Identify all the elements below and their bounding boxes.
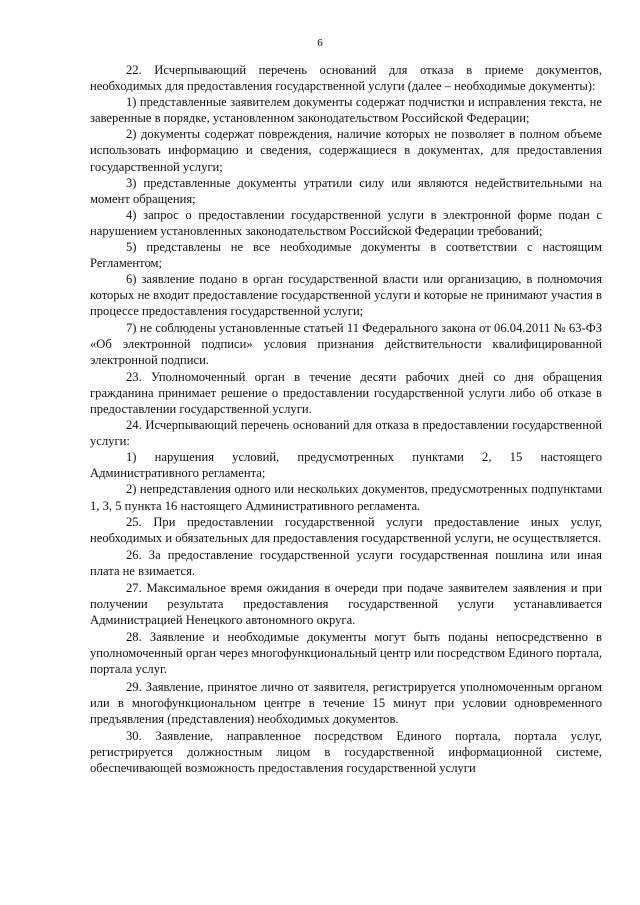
paragraph-22-item-5: 5) представлены не все необходимые документы в соответствии с настоящим Регламентом;	[90, 240, 602, 271]
paragraph-28: 28. Заявление и необходимые документы могут быть поданы непосредственно в уполномоченный орган через многофункциональный центр или посредством Единого портала, портала услуг.	[90, 630, 602, 677]
paragraph-24: 24. Исчерпывающий перечень оснований для отказа в предоставлении государственной услуги:	[90, 418, 602, 449]
paragraph-26: 26. За предоставление государственной услуги государственная пошлина или иная плата не взимается.	[90, 547, 602, 578]
paragraph-24-item-1: 1) нарушения условий, предусмотренных пунктами 2, 15 настоящего Административного регламента;	[90, 450, 602, 481]
page-number: 6	[317, 37, 323, 49]
paragraph-25: 25. При предоставлении государственной услуги предоставление иных услуг, необходимых и обязательных для предоставления государственной услуги, не осуществляется.	[90, 514, 602, 545]
paragraph-22-item-2: 2) документы содержат повреждения, наличие которых не позволяет в полном объеме использовать информацию и сведения, содержащиеся в документах, для предоставления государственной услуги;	[90, 127, 602, 174]
paragraph-23: 23. Уполномоченный орган в течение десяти рабочих дней со дня обращения гражданина принимает решение о предоставлении государственной услуги либо об отказе в предоставлении государственной услуги.	[90, 369, 602, 416]
paragraph-22: 22. Исчерпывающий перечень оснований для отказа в приеме документов, необходимых для предоставления государственной услуги (далее – необходимые документы):	[90, 63, 602, 94]
paragraph-22-item-4: 4) запрос о предоставлении государственной услуги в электронной форме подан с нарушением установленных законодательством Российской Федерации требований;	[90, 207, 602, 238]
paragraph-22-item-1: 1) представленные заявителем документы содержат подчистки и исправления текста, не заверенные в порядке, установленном законодательством Российской Федерации;	[90, 95, 602, 126]
paragraph-29: 29. Заявление, принятое лично от заявителя, регистрируется уполномоченным органом или в многофункциональном центре в течение 15 минут при условии одновременного предъявления (представления) необходимых документов.	[90, 679, 602, 726]
paragraph-22-item-6: 6) заявление подано в орган государственной власти или организацию, в полномочия которых не входит предоставление государственной услуги и которые не принимают участия в процессе предоставления государственной услуги;	[90, 272, 602, 319]
document-body	[90, 62, 602, 776]
paragraph-30: 30. Заявление, направленное посредством Единого портала, портала услуг, регистрируется должностным лицом в государственной информационной системе, обеспечивающей возможность предоставления государственной услуги	[90, 728, 602, 776]
paragraph-22-item-7: 7) не соблюдены установленные статьей 11 Федерального закона от 06.04.2011 № 63-ФЗ «Об электронной подписи» условия признания действительности квалифицированной электронной подписи.	[90, 320, 602, 367]
paragraph-24-item-2: 2) непредставления одного или нескольких документов, предусмотренных подпунктами 1, 3, 5 пункта 16 настоящего Административного регламента.	[90, 482, 602, 513]
paragraph-27: 27. Максимальное время ожидания в очереди при подаче заявителем заявления и при получении результата предоставления государственной услуги устанавливается Администрацией Ненецкого автономного округа.	[90, 581, 602, 628]
paragraph-22-item-3: 3) представленные документы утратили силу или являются недействительными на момент обращения;	[90, 175, 602, 206]
